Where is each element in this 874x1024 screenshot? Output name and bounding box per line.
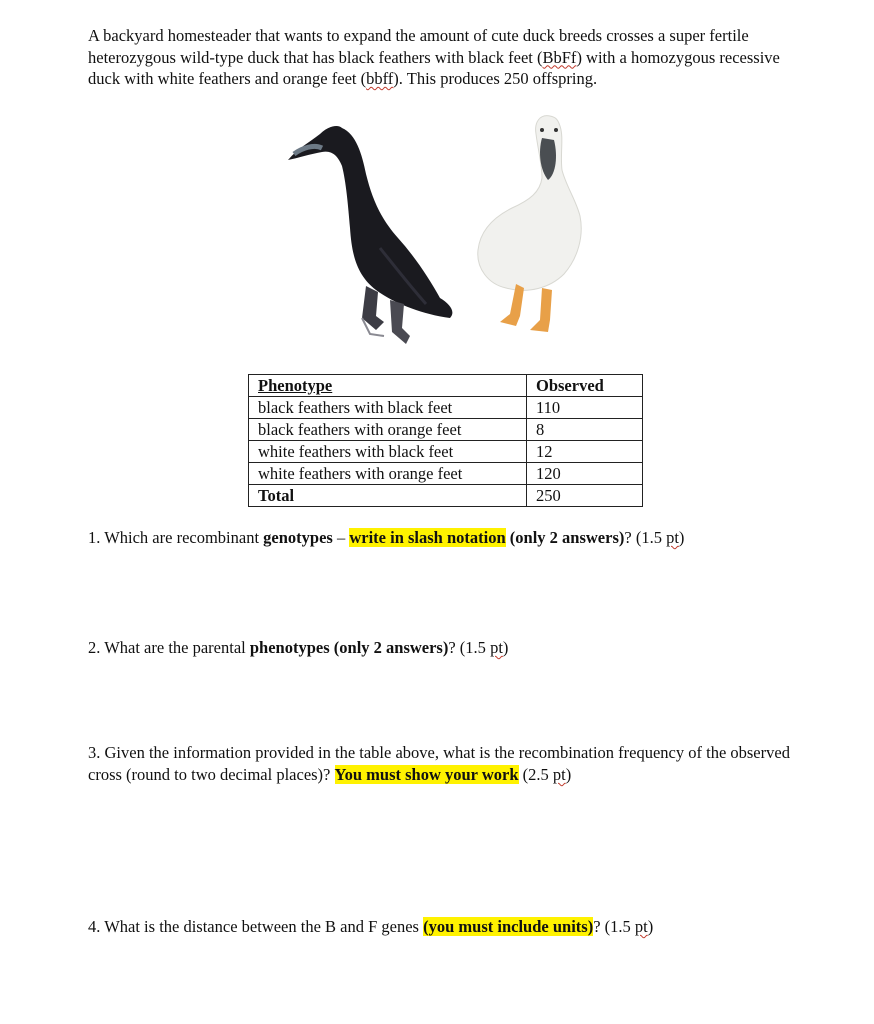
phenotype-cell: white feathers with orange feet — [249, 463, 527, 485]
black-duck-image — [288, 126, 452, 344]
intro-text-3: ). This produces 250 offspring. — [393, 69, 598, 88]
q1-close: ) — [678, 528, 685, 547]
total-label: Total — [249, 485, 527, 507]
q2-pt: pt — [490, 638, 503, 657]
q2-close: ) — [502, 638, 509, 657]
phenotype-cell: white feathers with black feet — [249, 441, 527, 463]
q1-dash: – — [332, 528, 350, 547]
observed-cell: 12 — [527, 441, 643, 463]
header-observed: Observed — [527, 375, 643, 397]
q1-text: 1. Which are recombinant — [88, 528, 264, 547]
question-2 — [88, 637, 808, 659]
table-row — [249, 419, 643, 441]
q2-bold: phenotypes (only 2 answers) — [249, 638, 449, 657]
observed-cell: 8 — [527, 419, 643, 441]
question-4 — [88, 916, 808, 938]
table-row — [249, 463, 643, 485]
q4-pt: pt — [634, 917, 648, 936]
header-phenotype: Phenotype — [249, 375, 527, 397]
question-1 — [88, 527, 808, 549]
intro-paragraph — [88, 25, 803, 90]
phenotype-table — [248, 374, 643, 507]
q4-close: ) — [647, 917, 654, 936]
total-value: 250 — [527, 485, 643, 507]
q1-highlight: write in slash notation — [349, 528, 506, 547]
table-total-row — [249, 485, 643, 507]
q4-points: ? (1.5 — [593, 917, 635, 936]
ducks-illustration — [280, 108, 620, 358]
q3-points: (2.5 — [518, 765, 553, 784]
observed-cell: 120 — [527, 463, 643, 485]
q2-points: ? (1.5 — [448, 638, 491, 657]
white-duck-image — [478, 116, 581, 332]
question-3 — [88, 742, 808, 786]
q2-text: 2. What are the parental — [88, 638, 250, 657]
table-header-row — [249, 375, 643, 397]
genotype-parent-2: bbff — [366, 69, 394, 88]
intro-text-1: A backyard homesteader that wants to expand the amount of cute duck breeds crosses a super fertile heterozygous wild-type duck that has black feathers with black feet ( — [88, 26, 749, 67]
q3-text: 3. Given the information provided in the table above, what is the recombination frequency of the observed cross (round to two decimal places)? — [88, 743, 790, 784]
phenotype-cell: black feathers with orange feet — [249, 419, 527, 441]
observed-cell: 110 — [527, 397, 643, 419]
q1-bold: genotypes — [263, 528, 333, 547]
q4-text: 4. What is the distance between the B and F genes — [88, 917, 424, 936]
q3-close: ) — [565, 765, 572, 784]
table-row — [249, 397, 643, 419]
q1-points: ? (1.5 — [624, 528, 667, 547]
intro-text-2: ) with a homozygous recessive duck with white feathers and orange feet ( — [88, 47, 780, 88]
q3-pt: pt — [552, 765, 566, 784]
table-row — [249, 441, 643, 463]
q4-highlight: (you must include units) — [423, 917, 594, 936]
q1-bold-2: (only 2 answers) — [509, 528, 625, 547]
q3-highlight: You must show your work — [334, 765, 519, 784]
genotype-parent-1: BbFf — [542, 47, 577, 67]
q1-pt: pt — [666, 528, 679, 547]
phenotype-cell: black feathers with black feet — [249, 397, 527, 419]
